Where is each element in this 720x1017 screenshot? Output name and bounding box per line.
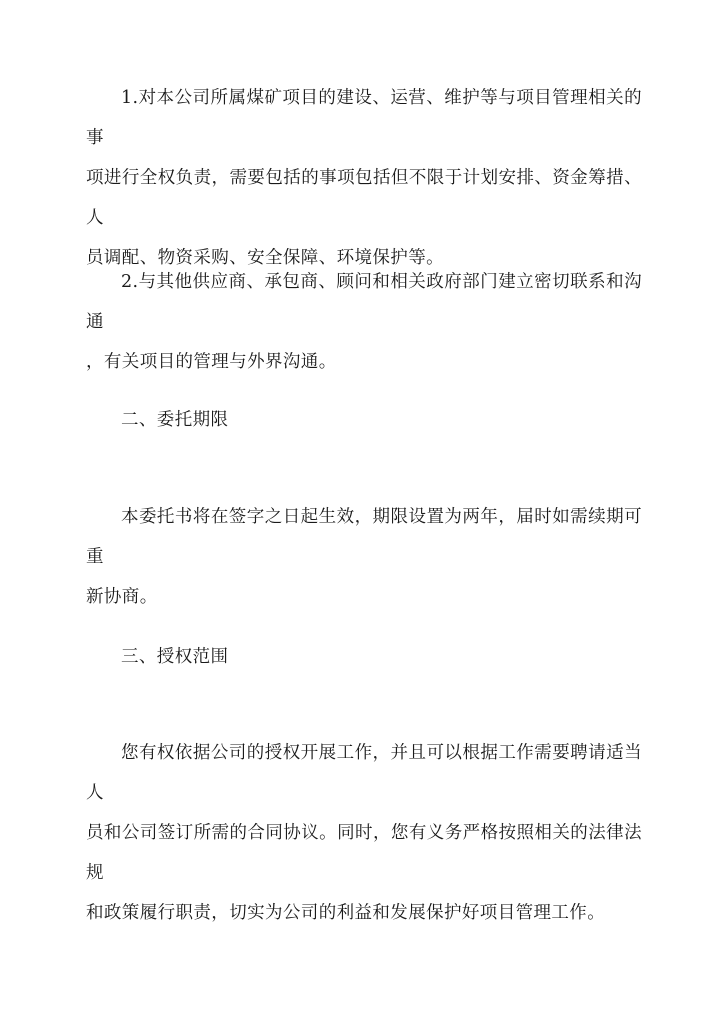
paragraph-line: 新协商。 — [86, 587, 158, 607]
paragraph-term — [86, 497, 642, 617]
paragraph-communication — [86, 262, 642, 382]
paragraph-line: ，有关项目的管理与外界沟通。 — [86, 352, 337, 372]
paragraph-line: 2.与其他供应商、承包商、顾问和相关政府部门建立密切联系和沟通 — [86, 272, 642, 332]
paragraph-responsibilities — [86, 78, 642, 278]
paragraph-line: 员调配、物资采购、安全保障、环境保护等。 — [86, 248, 444, 268]
paragraph-scope — [86, 733, 642, 933]
paragraph-line: 项进行全权负责，需要包括的事项包括但不限于计划安排、资金筹措、人 — [86, 168, 642, 228]
paragraph-line: 本委托书将在签字之日起生效，期限设置为两年，届时如需续期可重 — [86, 507, 642, 567]
paragraph-line: 您有权依据公司的授权开展工作，并且可以根据工作需要聘请适当人 — [86, 743, 642, 803]
paragraph-line: 和政策履行职责，切实为公司的利益和发展保护好项目管理工作。 — [86, 903, 606, 923]
section-heading-scope: 三、授权范围 — [121, 647, 229, 667]
paragraph-line: 员和公司签订所需的合同协议。同时，您有义务严格按照相关的法律法规 — [86, 823, 642, 883]
paragraph-line: 1.对本公司所属煤矿项目的建设、运营、维护等与项目管理相关的事 — [86, 88, 642, 148]
section-heading-term: 二、委托期限 — [121, 410, 229, 430]
